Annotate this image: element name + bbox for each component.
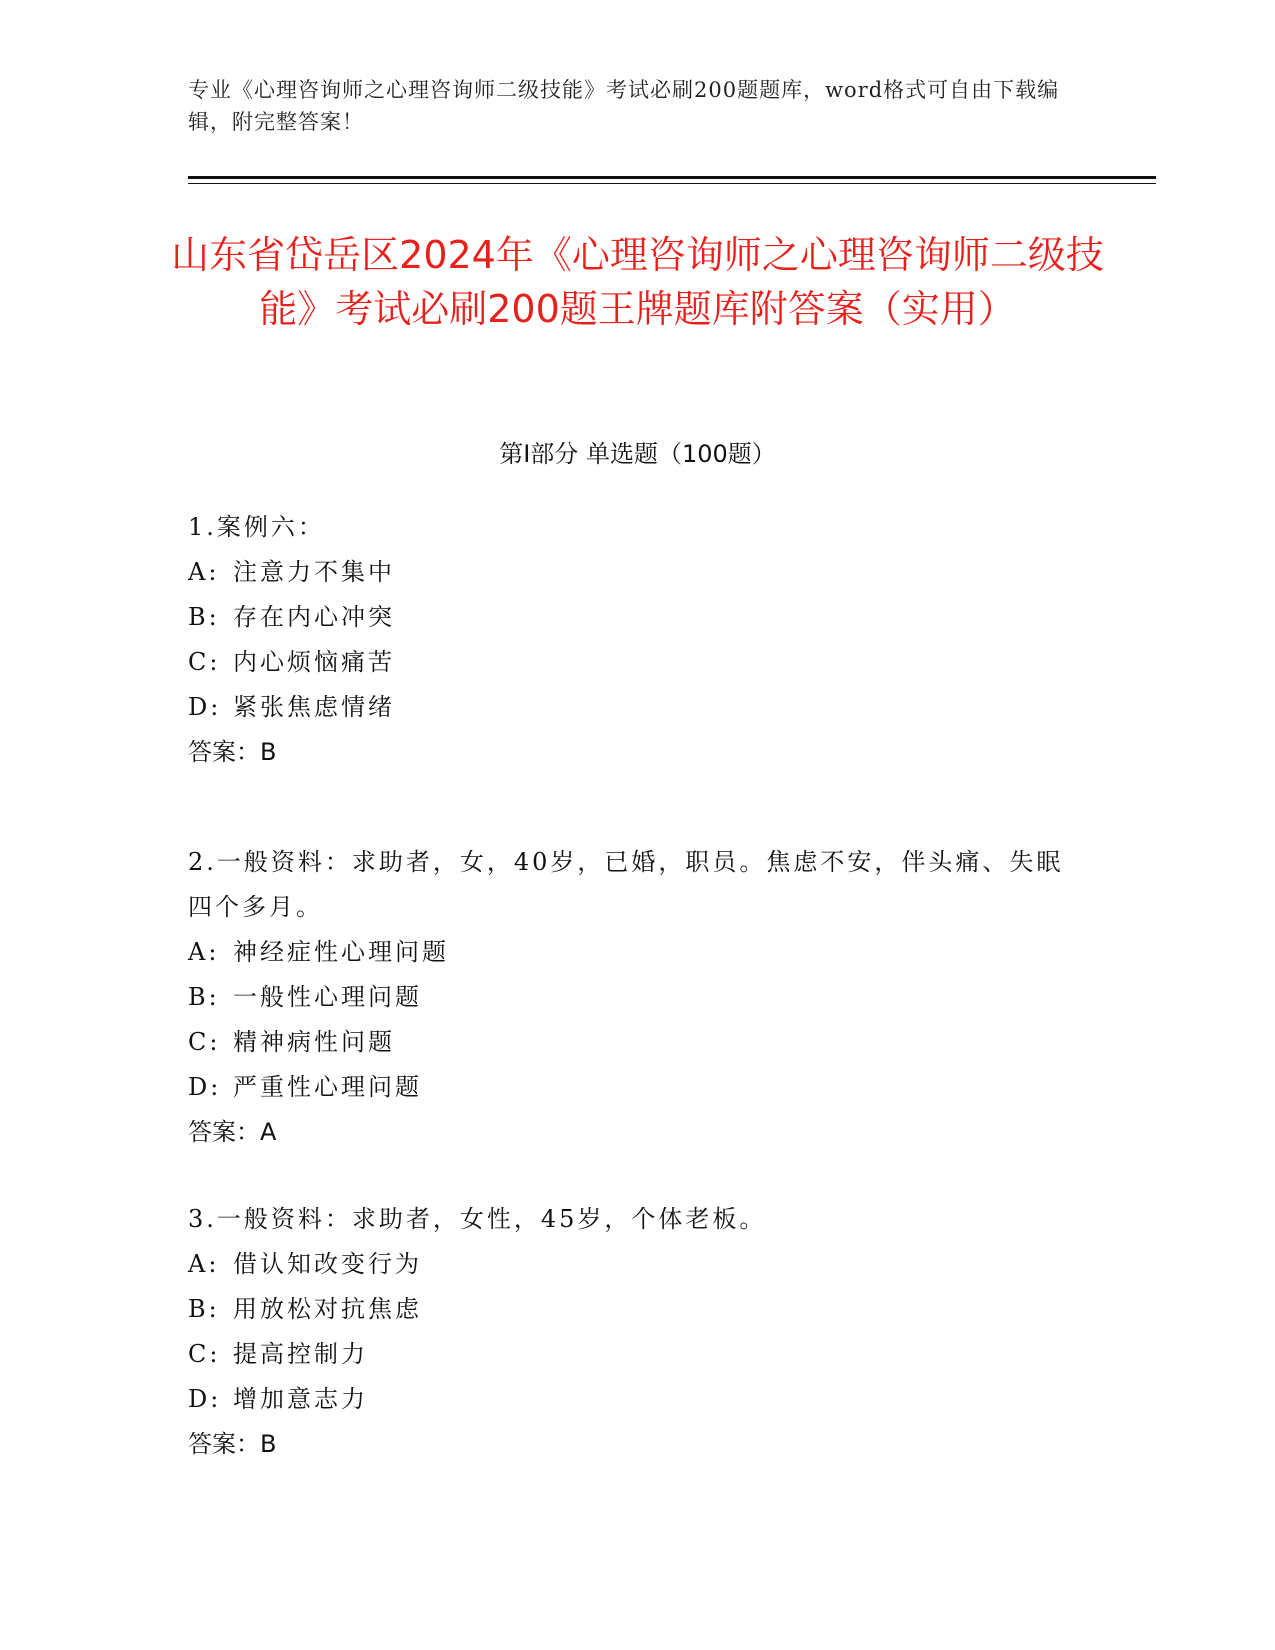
answer-line: 答案：B: [188, 1430, 277, 1458]
option-c: [188, 640, 1088, 685]
answer-line: 答案：B: [188, 738, 277, 766]
option-text: 一般性心理问题: [233, 983, 422, 1011]
question-stem: 1.案例六：: [188, 513, 325, 541]
document-title: 山东省岱岳区2024年《心理咨询师之心理咨询师二级技能》考试必刷200题王牌题库附答案（实用）: [171, 233, 1104, 331]
option-letter: C:: [188, 1028, 221, 1056]
header-divider-thick: [188, 176, 1156, 179]
header-note: 专业《心理咨询师之心理咨询师二级技能》考试必刷200题题库，word格式可自由下载编辑，附完整答案！: [188, 78, 1060, 134]
option-letter: D:: [188, 1385, 222, 1413]
option-letter: D:: [188, 1073, 222, 1101]
option-c: [188, 1020, 1088, 1065]
option-letter: D:: [188, 693, 222, 721]
option-d: [188, 1065, 1088, 1110]
option-letter: B:: [188, 1295, 220, 1323]
option-d: [188, 685, 1088, 730]
option-d: [188, 1377, 1088, 1422]
option-text: 借认知改变行为: [233, 1250, 422, 1278]
question-2: [188, 840, 1088, 1155]
question-1: [188, 505, 1088, 775]
option-a: [188, 550, 1088, 595]
option-text: 神经症性心理问题: [233, 938, 449, 966]
option-b: [188, 975, 1088, 1020]
option-letter: A:: [188, 1250, 220, 1278]
option-text: 用放松对抗焦虑: [233, 1295, 422, 1323]
answer-line: 答案：A: [188, 1118, 277, 1146]
option-a: [188, 1242, 1088, 1287]
option-b: [188, 595, 1088, 640]
option-text: 内心烦恼痛苦: [233, 648, 395, 676]
option-text: 存在内心冲突: [233, 603, 395, 631]
question-stem: 2.一般资料：求助者，女，40岁，已婚，职员。焦虑不安，伴头痛、失眠四个多月。: [188, 848, 1064, 921]
option-letter: B:: [188, 983, 220, 1011]
option-a: [188, 930, 1088, 975]
option-text: 精神病性问题: [233, 1028, 395, 1056]
option-text: 提高控制力: [233, 1340, 368, 1368]
option-text: 增加意志力: [233, 1385, 368, 1413]
option-letter: B:: [188, 603, 220, 631]
header-divider-thin: [188, 183, 1156, 184]
question-stem: 3.一般资料：求助者，女性，45岁，个体老板。: [188, 1205, 767, 1233]
option-text: 紧张焦虑情绪: [233, 693, 395, 721]
section-heading: 第Ⅰ部分 单选题（100题）: [499, 440, 776, 468]
option-b: [188, 1287, 1088, 1332]
option-letter: C:: [188, 1340, 221, 1368]
option-letter: A:: [188, 938, 220, 966]
question-3: [188, 1197, 1088, 1467]
option-text: 严重性心理问题: [233, 1073, 422, 1101]
option-letter: A:: [188, 558, 220, 586]
option-letter: C:: [188, 648, 221, 676]
option-c: [188, 1332, 1088, 1377]
option-text: 注意力不集中: [233, 558, 395, 586]
